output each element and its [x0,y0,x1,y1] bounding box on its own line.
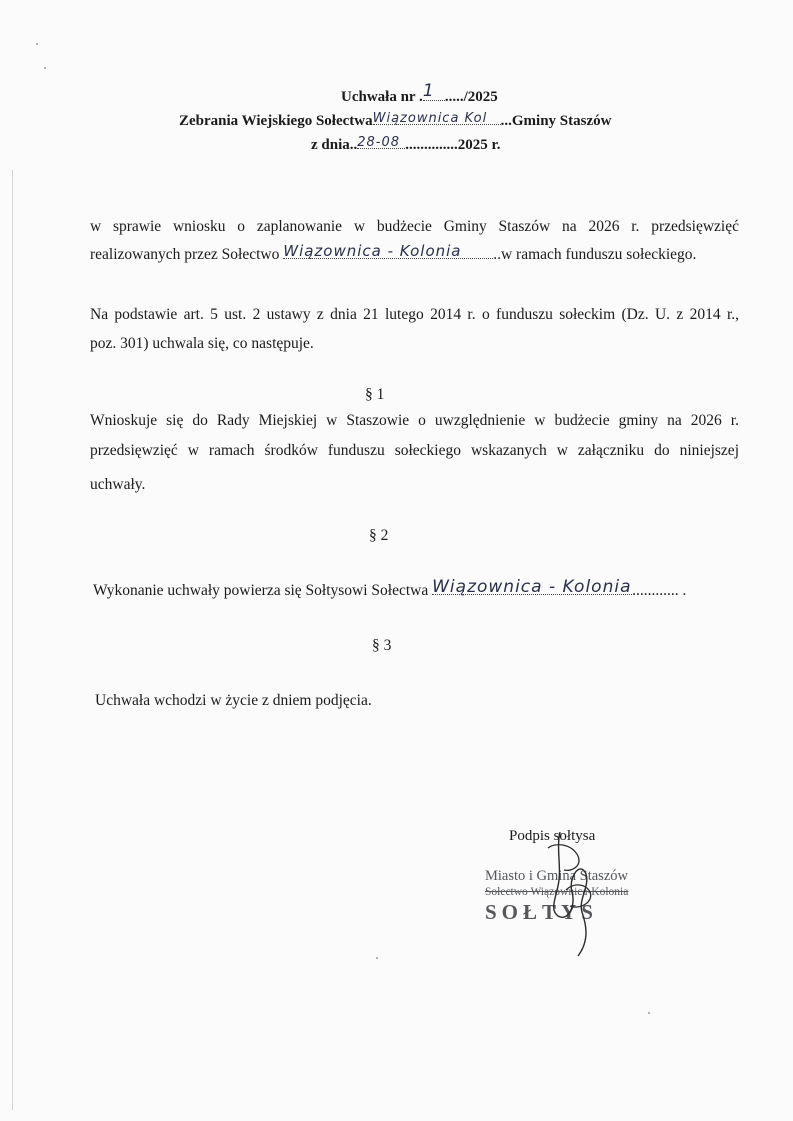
section-1-line-1: Wnioskuje się do Rady Miejskiej w Staszowie o uwzględnienie w budżecie gminy na 2026 r. [90,412,739,429]
stamp-line-role: SOŁTYS [485,900,598,924]
scan-speck [376,957,378,959]
stamp-line-village: Sołectwo Wiązownica-Kolonia [485,886,629,898]
section-1-line-3: uchwały. [90,476,146,493]
section-1-line-2: przedsięwzięć w ramach środków funduszu sołeckiego wskazanych w załączniku do niniejszej [90,442,739,459]
section-2-text: Wykonanie uchwały powierza się Sołtysowi Sołectwa Wiązownica - Kolonia ............ . [93,577,687,599]
handwritten-village-name: Wiązownica - Kolonia [432,577,632,597]
basis-line-1: Na podstawie art. 5 ust. 2 ustawy z dnia 21 lutego 2014 r. o funduszu sołeckim (Dz. U. z 2014 r., [90,306,739,323]
page-edge-shadow [12,170,13,1110]
section-2-heading: § 2 [369,527,389,544]
section-3-heading: § 3 [372,637,392,654]
subject-line-2: realizowanych przez Sołectwo Wiązownica - Kolonia ..w ramach funduszu sołeckiego. [90,242,697,263]
handwritten-village-name: Wiązownica - Kolonia [283,242,462,260]
subject-line-1: w sprawie wniosku o zaplanowanie w budżecie Gminy Staszów na 2026 r. przedsięwzięć [90,218,739,235]
signature-label: Podpis sołtysa [509,828,596,844]
handwritten-date: 28-08 [357,135,401,150]
executor-village-field [432,577,632,597]
resolution-number-field [422,81,445,101]
section-3-text: Uchwała wchodzi w życie z dniem podjęcia. [95,692,372,709]
resolution-date: z dnia.. 28-08 ..............2025 r. [311,135,501,153]
village-name-field [373,110,501,125]
resolution-title: Uchwała nr . 1 ...../2025 [341,81,498,105]
handwritten-village-name: Wiązownica Kol [372,111,488,126]
date-field [357,134,405,149]
section-1-heading: § 1 [365,386,385,403]
scan-speck [36,43,38,45]
stamp-line-municipality: Miasto i Gmina Staszów [485,868,628,884]
handwritten-signature [520,820,630,970]
handwritten-number: 1 [422,81,435,101]
resolution-subtitle: Zebrania Wiejskiego Sołectwa Wiązownica Kol ...Gminy Staszów [179,111,612,129]
scan-speck [44,67,46,69]
subject-village-field [283,244,493,259]
basis-line-2: poz. 301) uchwala się, co następuje. [90,335,314,352]
scan-speck [648,1012,650,1014]
